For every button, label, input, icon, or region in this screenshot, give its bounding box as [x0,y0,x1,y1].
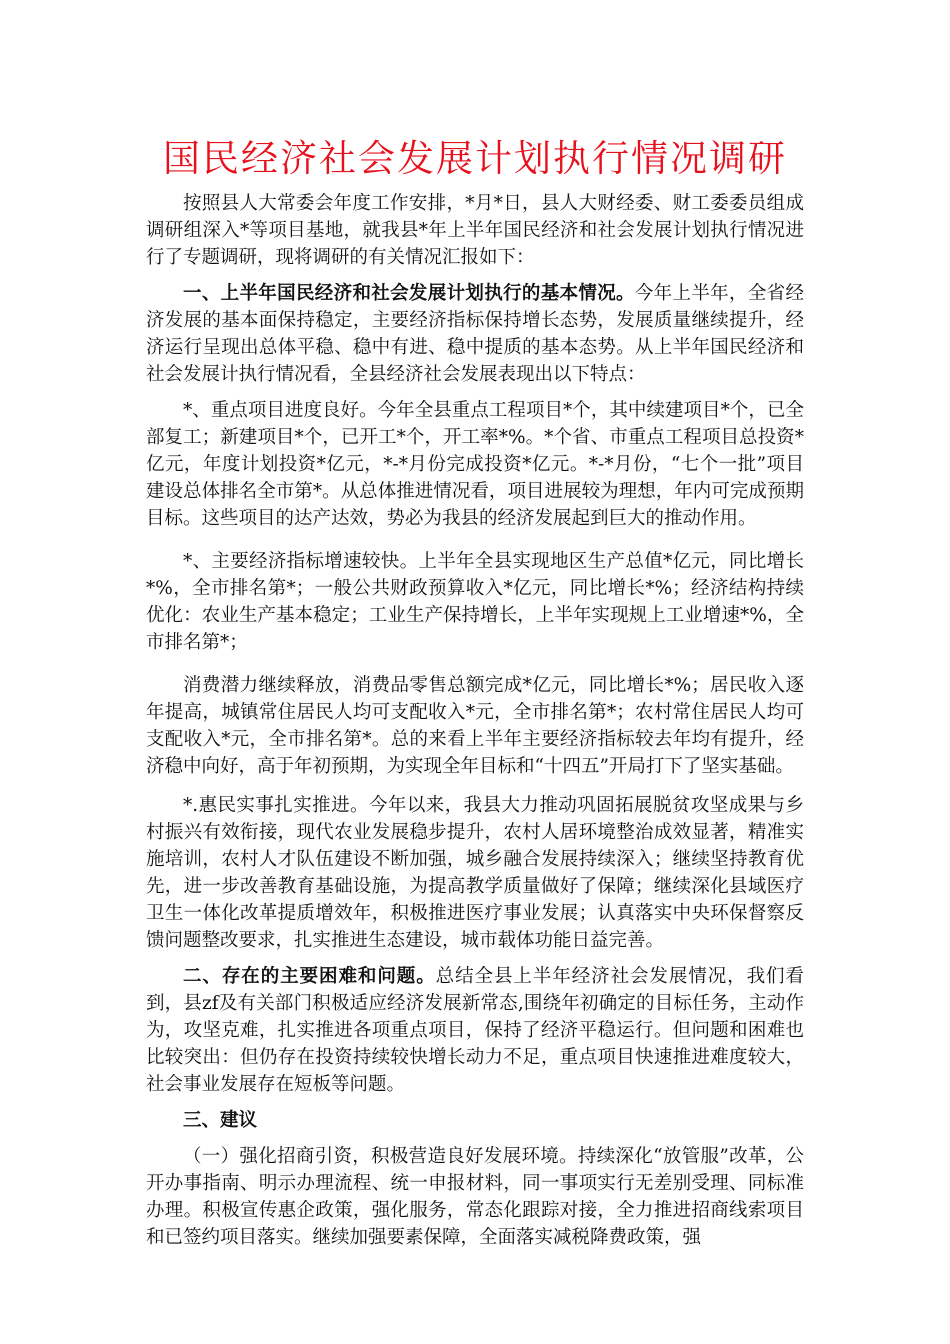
paragraph-text: 消费潜力继续释放，消费品零售总额完成*亿元，同比增长*%；居民收入逐年提高，城镇常住居民人均可支配收入*元，全市排名第*；农村常住居民人均可支配收入*元，全市排名第*。总的来看上半年主要经济指标较去年均有提升，经济稳中向好，高于年初预期，为实现全年目标和“十四五”开局打下了坚实基础。 [146,675,804,777]
paragraph-lead: 三、建议 [183,1110,258,1131]
paragraph-consumption [146,672,804,780]
document-body [146,190,804,1260]
paragraph-text: *、重点项目进度良好。今年全县重点工程项目*个，其中续建项目*个，已全部复工；新建项目*个，已开工*个，开工率*%。*个省、市重点工程项目总投资*亿元，年度计划投资*亿元，*-*月份完成投资*亿元。*-*月份，“七个一批”项目建设总体排名全市第*。从总体推进情况看，项目进展较为理想，年内可完成预期目标。这些项目的达产达效，势必为我县的经济发展起到巨大的推动作用。 [146,400,804,529]
paragraph-section-3 [146,1107,804,1134]
paragraph-text: （一）强化招商引资，积极营造良好发展环境。持续深化“放管服”改革，公开办事指南、明示办理流程、统一申报材料，同一事项实行无差别受理、同标准办理。积极宣传惠企政策，强化服务，常态化跟踪对接，全力推进招商线索项目和已签约项目落实。继续加强要素保障，全面落实减税降费政策，强 [146,1146,804,1248]
paragraph-text: 今年上半年，全省经济发展的基本面保持稳定，主要经济指标保持增长态势，发展质量继续提升，经济运行呈现出总体平稳、稳中有进、稳中提质的基本态势。从上半年国民经济和社会发展计执行情况看，全县经济社会发展表现出以下特点： [146,283,804,385]
paragraph-lead: 二、存在的主要困难和问题。 [183,966,436,987]
paragraph-text: 按照县人大常委会年度工作安排，*月*日，县人大财经委、财工委委员组成调研组深入*等项目基地，就我县*年上半年国民经济和社会发展计划执行情况进行了专题调研，现将调研的有关情况汇报如下： [146,193,804,268]
paragraph-lead: 一、上半年国民经济和社会发展计划执行的基本情况。 [183,283,635,304]
paragraph-text: *、主要经济指标增速较快。上半年全县实现地区生产总值*亿元，同比增长*%，全市排名第*；一般公共财政预算收入*亿元，同比增长*%；经济结构持续优化：农业生产基本稳定；工业生产保持增长，上半年实现规上工业增速*%，全市排名第*； [146,551,804,653]
paragraph-section-1 [146,280,804,388]
paragraph-section-2 [146,963,804,1098]
document-title: 国民经济社会发展计划执行情况调研 [163,137,787,180]
paragraph-intro [146,190,804,271]
paragraph-text: *.惠民实事扎实推进。今年以来，我县大力推动巩固拓展脱贫攻坚成果与乡村振兴有效衔接，现代农业发展稳步提升，农村人居环境整治成效显著，精准实施培训，农村人才队伍建设不断加强，城乡融合发展持续深入；继续坚持教育优先，进一步改善教育基础设施，为提高教学质量做好了保障；继续深化县域医疗卫生一体化改革提质增效年，积极推进医疗事业发展；认真落实中央环保督察反馈问题整改要求，扎实推进生态建设，城市载体功能日益完善。 [146,795,804,951]
paragraph-suggestion-1 [146,1143,804,1251]
paragraph-indicators [146,548,804,656]
paragraph-text: 总结全县上半年经济社会发展情况，我们看到，县zf及有关部门积极适应经济发展新常态,围绕年初确定的目标任务，主动作为，攻坚克难，扎实推进各项重点项目，保持了经济平稳运行。但问题和困难也比较突出：但仍存在投资持续较快增长动力不足，重点项目快速推进难度较大，社会事业发展存在短板等问题。 [146,966,804,1095]
paragraph-livelihood [146,792,804,954]
paragraph-key-projects [146,397,804,532]
